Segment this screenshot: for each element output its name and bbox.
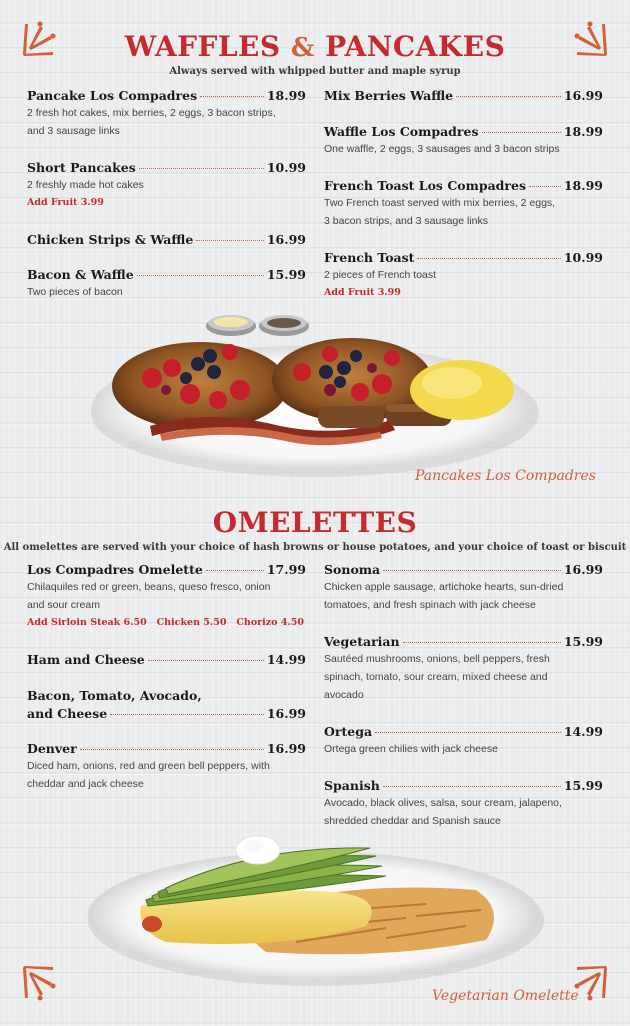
item-name: Los Compadres Omelette: [27, 562, 203, 577]
item-name: and Cheese: [27, 706, 108, 721]
pancakes-photo: [90, 308, 540, 485]
item-addon: Add Sirloin Steak 6.50 Chicken 5.50 Chorizo 4.50: [27, 617, 304, 628]
item-description: [324, 650, 603, 704]
leader-dots: [139, 168, 264, 169]
item-price: 18.99: [563, 178, 603, 193]
item-name: Ham and Cheese: [27, 652, 145, 667]
item-name: French Toast: [324, 250, 415, 265]
item-name: Chicken Strips & Waffle: [27, 232, 194, 247]
item-price: 15.99: [563, 778, 603, 793]
item-description: [27, 578, 306, 614]
description-line: and 3 sausage links: [27, 125, 120, 137]
omelettes-subtitle: All omelettes are served with your choice of hash browns or house potatoes, and your choice of toast or biscuit: [3, 542, 627, 553]
item-name: Bacon & Waffle: [27, 267, 134, 282]
menu-item: [27, 562, 306, 632]
leader-dots: [148, 660, 264, 661]
menu-item: [324, 634, 603, 704]
menu-item: [27, 160, 306, 212]
item-price: 15.99: [266, 267, 306, 282]
description-line: 3 bacon strips, and 3 sausage links: [324, 215, 489, 227]
description-line: Diced ham, onions, red and green bell peppers, with: [27, 760, 270, 772]
leader-dots: [383, 786, 561, 787]
menu-item: [27, 232, 306, 247]
item-name: French Toast Los Compadres: [324, 178, 526, 193]
description-line: Chicken apple sausage, artichoke hearts, sun-dried: [324, 581, 564, 593]
description-line: shredded cheddar and Spanish sauce: [324, 815, 501, 827]
item-description: [324, 140, 603, 158]
item-price: 16.99: [563, 88, 603, 103]
item-price: 16.99: [266, 741, 306, 756]
leader-dots: [196, 240, 264, 241]
leader-dots: [80, 749, 264, 750]
description-line: Chilaquiles red or green, beans, queso fresco, onion: [27, 581, 271, 593]
item-name: Waffle Los Compadres: [324, 124, 479, 139]
item-name: Denver: [27, 741, 77, 756]
item-name: Short Pancakes: [27, 160, 136, 175]
item-description: [27, 104, 306, 140]
item-name: Sonoma: [324, 562, 381, 577]
description-line: Two pieces of bacon: [27, 286, 123, 298]
waffles-section-title: [0, 30, 630, 63]
item-price: 14.99: [266, 652, 306, 667]
leader-dots: [137, 275, 264, 276]
leader-dots: [529, 186, 561, 187]
menu-item: [27, 267, 306, 301]
menu-item: [27, 88, 306, 140]
menu-item: [27, 741, 306, 793]
item-description: [27, 283, 306, 301]
item-addon: Add Fruit 3.99: [27, 197, 104, 208]
waffles-subtitle: Always served with whipped butter and maple syrup: [169, 66, 461, 77]
leader-dots: [482, 132, 561, 133]
description-line: 2 pieces of French toast: [324, 269, 437, 281]
omelette-photo: [86, 830, 546, 995]
menu-item: [324, 250, 603, 302]
item-name: Vegetarian: [324, 634, 400, 649]
menu-item: [324, 562, 603, 614]
item-price: 18.99: [266, 88, 306, 103]
item-name: Mix Berries Waffle: [324, 88, 454, 103]
item-description: [324, 578, 603, 614]
leader-dots: [206, 570, 264, 571]
leader-dots: [383, 570, 561, 571]
description-line: cheddar and jack cheese: [27, 778, 144, 790]
description-line: Two French toast served with mix berries, 2 eggs,: [324, 197, 556, 209]
description-line: Sautéed mushrooms, onions, bell peppers, fresh: [324, 653, 550, 665]
item-price: 18.99: [563, 124, 603, 139]
item-name: Ortega: [324, 724, 373, 739]
description-line: 2 freshly made hot cakes: [27, 179, 144, 191]
item-addon: Add Fruit 3.99: [324, 287, 401, 298]
description-line: Ortega green chilies with jack cheese: [324, 743, 498, 755]
corner-ornament-bottom-left: [20, 966, 62, 1006]
omelette-caption: Vegetarian Omelette: [432, 988, 579, 1004]
menu-item: [324, 88, 603, 103]
leader-dots: [375, 732, 561, 733]
title-waffles: WAFFLES: [124, 30, 281, 63]
item-name-line: Bacon, Tomato, Avocado,: [27, 688, 202, 703]
description-line: Avocado, black olives, salsa, sour cream, jalapeno,: [324, 797, 562, 809]
description-line: 2 fresh hot cakes, mix berries, 2 eggs, 3 bacon strips,: [27, 107, 276, 119]
leader-dots: [417, 258, 560, 259]
description-line: spinach, tomato, sour cream, mixed cheese and: [324, 671, 548, 683]
item-price: 10.99: [266, 160, 306, 175]
item-description: [324, 266, 603, 284]
item-price: 15.99: [563, 634, 603, 649]
description-line: One waffle, 2 eggs, 3 sausages and 3 bacon strips: [324, 143, 560, 155]
item-description: [27, 757, 306, 793]
menu-item: [324, 124, 603, 158]
leader-dots: [200, 96, 264, 97]
menu-item: [324, 778, 603, 830]
omelettes-section-title: OMELETTES: [212, 506, 418, 539]
item-price: 14.99: [563, 724, 603, 739]
menu-item: [324, 724, 603, 758]
item-price: 16.99: [563, 562, 603, 577]
item-name: Spanish: [324, 778, 380, 793]
item-name: Pancake Los Compadres: [27, 88, 198, 103]
item-description: [27, 176, 306, 194]
pancakes-caption: Pancakes Los Compadres: [415, 468, 596, 484]
leader-dots: [110, 714, 264, 715]
leader-dots: [456, 96, 561, 97]
description-line: avocado: [324, 689, 364, 701]
item-price: 16.99: [266, 706, 306, 721]
item-description: [324, 740, 603, 758]
item-price: 17.99: [266, 562, 306, 577]
title-ampersand: &: [290, 33, 315, 63]
title-pancakes: PANCAKES: [325, 30, 506, 63]
menu-item: [27, 652, 306, 667]
description-line: tomatoes, and fresh spinach with jack cheese: [324, 599, 536, 611]
leader-dots: [403, 642, 561, 643]
description-line: and sour cream: [27, 599, 100, 611]
menu-item: [27, 688, 306, 721]
item-price: 16.99: [266, 232, 306, 247]
item-price: 10.99: [563, 250, 603, 265]
menu-item: [324, 178, 603, 230]
item-description: [324, 194, 603, 230]
item-description: [324, 794, 603, 830]
